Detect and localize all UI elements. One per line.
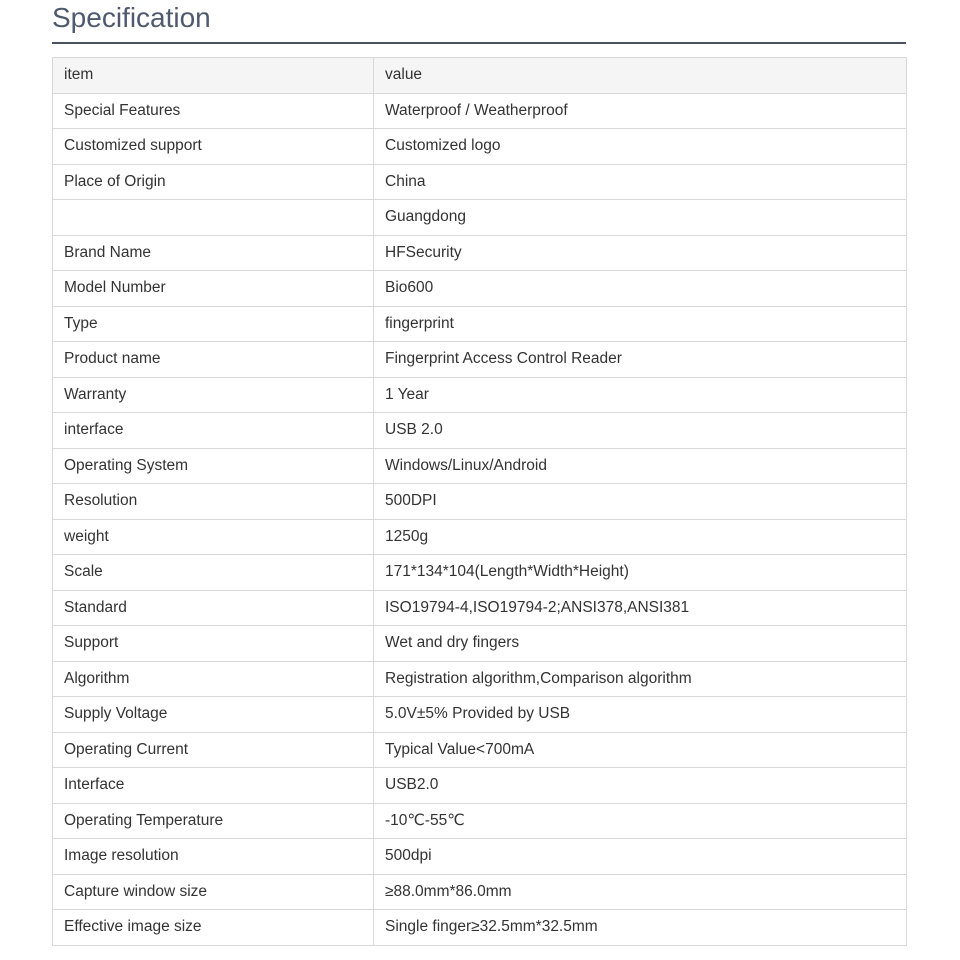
value-cell: USB2.0 — [374, 768, 907, 804]
value-cell: ≥88.0mm*86.0mm — [374, 874, 907, 910]
item-cell: Effective image size — [53, 910, 374, 946]
value-cell: China — [374, 164, 907, 200]
table-row — [53, 768, 907, 804]
item-cell: Special Features — [53, 93, 374, 129]
table-row — [53, 874, 907, 910]
spec-table — [52, 57, 907, 946]
table-row — [53, 803, 907, 839]
item-cell: Algorithm — [53, 661, 374, 697]
value-cell: Guangdong — [374, 200, 907, 236]
header-item-cell: item — [53, 58, 374, 94]
table-row — [53, 590, 907, 626]
item-cell: Place of Origin — [53, 164, 374, 200]
table-row — [53, 271, 907, 307]
item-cell: Supply Voltage — [53, 697, 374, 733]
item-cell: interface — [53, 413, 374, 449]
value-cell: ISO19794-4,ISO19794-2;ANSI378,ANSI381 — [374, 590, 907, 626]
page-title: Specification — [52, 2, 211, 33]
table-row — [53, 200, 907, 236]
table-row — [53, 910, 907, 946]
value-cell: Typical Value<700mA — [374, 732, 907, 768]
item-cell: Standard — [53, 590, 374, 626]
table-header-row — [53, 58, 907, 94]
table-row — [53, 448, 907, 484]
table-row — [53, 697, 907, 733]
value-cell: 1250g — [374, 519, 907, 555]
table-row — [53, 732, 907, 768]
item-cell: Interface — [53, 768, 374, 804]
table-row — [53, 555, 907, 591]
table-row — [53, 661, 907, 697]
table-row — [53, 413, 907, 449]
value-cell: Waterproof / Weatherproof — [374, 93, 907, 129]
item-cell: Customized support — [53, 129, 374, 165]
table-row — [53, 129, 907, 165]
value-cell: Wet and dry fingers — [374, 626, 907, 662]
table-row — [53, 342, 907, 378]
item-cell: Warranty — [53, 377, 374, 413]
value-cell: fingerprint — [374, 306, 907, 342]
item-cell: weight — [53, 519, 374, 555]
value-cell: 1 Year — [374, 377, 907, 413]
item-cell: Capture window size — [53, 874, 374, 910]
table-row — [53, 235, 907, 271]
table-row — [53, 377, 907, 413]
item-cell: Model Number — [53, 271, 374, 307]
item-cell: Support — [53, 626, 374, 662]
item-cell: Brand Name — [53, 235, 374, 271]
header-value-cell: value — [374, 58, 907, 94]
value-cell: Windows/Linux/Android — [374, 448, 907, 484]
item-cell: Scale — [53, 555, 374, 591]
value-cell: 171*134*104(Length*Width*Height) — [374, 555, 907, 591]
table-row — [53, 519, 907, 555]
table-row — [53, 484, 907, 520]
item-cell: Operating System — [53, 448, 374, 484]
item-cell: Image resolution — [53, 839, 374, 875]
table-row — [53, 839, 907, 875]
value-cell: Single finger≥32.5mm*32.5mm — [374, 910, 907, 946]
table-row — [53, 93, 907, 129]
item-cell: Product name — [53, 342, 374, 378]
value-cell: HFSecurity — [374, 235, 907, 271]
title-divider — [52, 42, 906, 44]
value-cell: -10℃-55℃ — [374, 803, 907, 839]
value-cell: 500dpi — [374, 839, 907, 875]
item-cell: Resolution — [53, 484, 374, 520]
item-cell — [53, 200, 374, 236]
item-cell: Type — [53, 306, 374, 342]
value-cell: Fingerprint Access Control Reader — [374, 342, 907, 378]
table-row — [53, 306, 907, 342]
value-cell: Registration algorithm,Comparison algorithm — [374, 661, 907, 697]
value-cell: Bio600 — [374, 271, 907, 307]
table-row — [53, 626, 907, 662]
value-cell: 500DPI — [374, 484, 907, 520]
item-cell: Operating Current — [53, 732, 374, 768]
value-cell: Customized logo — [374, 129, 907, 165]
item-cell: Operating Temperature — [53, 803, 374, 839]
value-cell: 5.0V±5% Provided by USB — [374, 697, 907, 733]
table-row — [53, 164, 907, 200]
value-cell: USB 2.0 — [374, 413, 907, 449]
